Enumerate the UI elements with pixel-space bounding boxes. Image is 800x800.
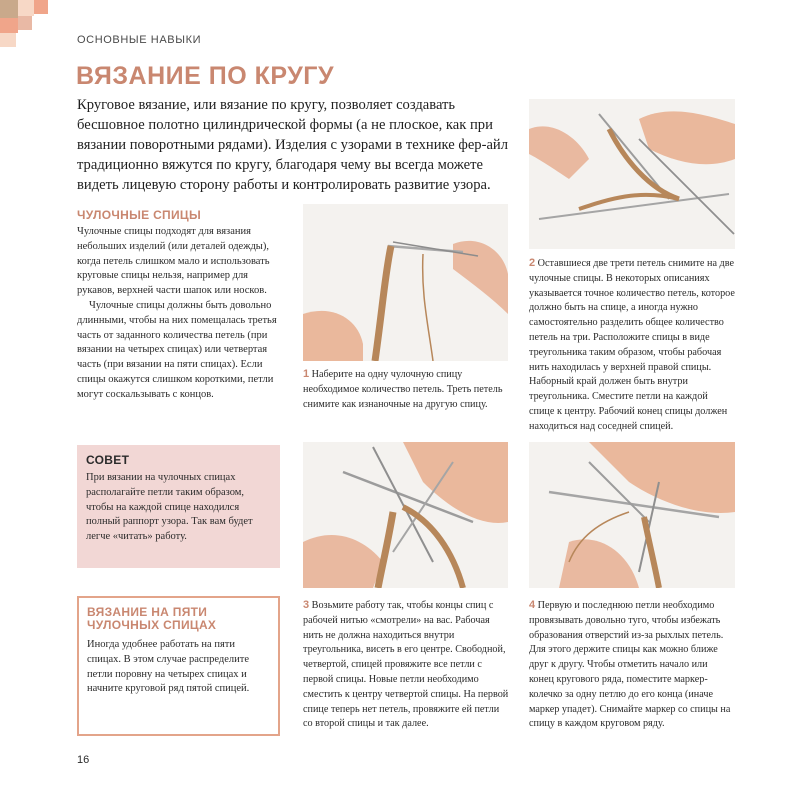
decor-square [0,18,18,33]
decor-square [34,0,48,14]
step-1-photo [303,204,508,361]
step-3-number: 3 [303,599,310,611]
decor-square [0,0,18,18]
step-1-illustration [303,204,508,361]
step-4-photo [529,442,735,588]
step-2-text: Оставшиеся две трети петель снимите на две чулочные спицы. В некоторых описаниях указывается точное количество петель, которое должно быть на спице, а иногда нужно самостоятельно разделить общее количество петель на три. Расположите спицы в виде треугольника таким образом, чтобы рабочая нить находилась у верхней правой спицы. Наборный край должен быть внутри треугольника. Сместите петли на каждой спице к центру. Рабочий конец спицы должен находиться над соседней спицей. [529,258,735,432]
step-2-caption [529,256,735,435]
tip-heading: СОВЕТ [86,453,130,467]
page-title: ВЯЗАНИЕ ПО КРУГУ [76,62,334,90]
decor-square [18,0,34,16]
step-1-caption [303,367,503,412]
page-number: 16 [77,754,90,766]
step-1-number: 1 [303,368,310,380]
step-4-illustration [529,442,735,588]
step-2-photo [529,99,735,249]
five-needles-heading-line2: ЧУЛОЧНЫХ СПИЦАХ [87,618,217,632]
step-4-caption [529,598,735,732]
dpn-section [77,208,282,403]
step-3-caption [303,598,509,732]
step-3-illustration [303,442,508,588]
five-needles-heading [87,606,270,632]
step-2-illustration [529,99,735,249]
step-3-text: Возьмите работу так, чтобы концы спиц с рабочей нитью «смотрели» на вас. Рабочая нить не должна находиться внутри треугольника, висеть в его центре. Свободной, четвертой, спицей провяжите все петли с первой спицы. Новые петли необходимо сместить к центру четвертой спицы. На первой спице теперь нет петель, провяжите ей петли со второй спицы и так далее. [303,600,509,730]
step-2-number: 2 [529,257,536,269]
five-needles-heading-line1: ВЯЗАНИЕ НА ПЯТИ [87,605,208,619]
dpn-heading: ЧУЛОЧНЫЕ СПИЦЫ [77,208,202,222]
five-needles-box [77,596,280,736]
step-4-number: 4 [529,599,536,611]
section-label: ОСНОВНЫЕ НАВЫКИ [77,34,202,46]
tip-text: При вязании на чулочных спицах располагайте петли таким образом, чтобы на каждой спице находился полный раппорт узора. Так вам будет легче «читать» работу. [86,472,253,543]
step-3-photo [303,442,508,588]
tip-box [77,445,280,568]
decor-square [18,16,32,30]
intro-paragraph: Круговое вязание, или вязание по кругу, позволяет создавать бесшовное полотно цилиндрической формы (а не плоское, как при вязании поворотными рядами). Изделия с узорами в технике фер-айл традиционно вяжутся по кругу, благодаря чему вы всегда можете видеть лицевую сторону работы и контролировать развитие узора. [77,97,509,193]
step-4-text: Первую и последнюю петли необходимо провязывать довольно туго, чтобы избежать образования отверстий из-за рыхлых петель. Для этого держите спицы как можно ближе друг к другу. Чтобы отметить начало или конец кругового ряда, поместите маркер-колечко за одну петлю до его конца (иначе маркер упадет). Снимайте маркер со спицы на спицу в каждом круговом ряду. [529,600,731,730]
dpn-paragraph-2: Чулочные спицы должны быть довольно длинными, чтобы на них помещалась третья часть от заданного количества петель (при вязании на четырех спицах) или четвертая часть (при вязании на пяти спицах). Если спицы окажутся слишком короткими, петли могут соскальзывать с концов. [77,299,277,400]
decor-square [0,33,16,47]
step-1-text: Наберите на одну чулочную спицу необходимое количество петель. Треть петель снимите как изнаночные на другую спицу. [303,369,503,410]
dpn-paragraph-1: Чулочные спицы подходят для вязания небольших изделий (или деталей одежды), когда петель слишком мало и использовать круговые спицы нельзя, например для рукавов, верхней части шапок или носков. [77,226,270,297]
five-needles-text: Иногда удобнее работать на пяти спицах. В этом случае распределите петли поровну на четырех спицах и начните круговой ряд пятой спицей. [87,639,250,695]
